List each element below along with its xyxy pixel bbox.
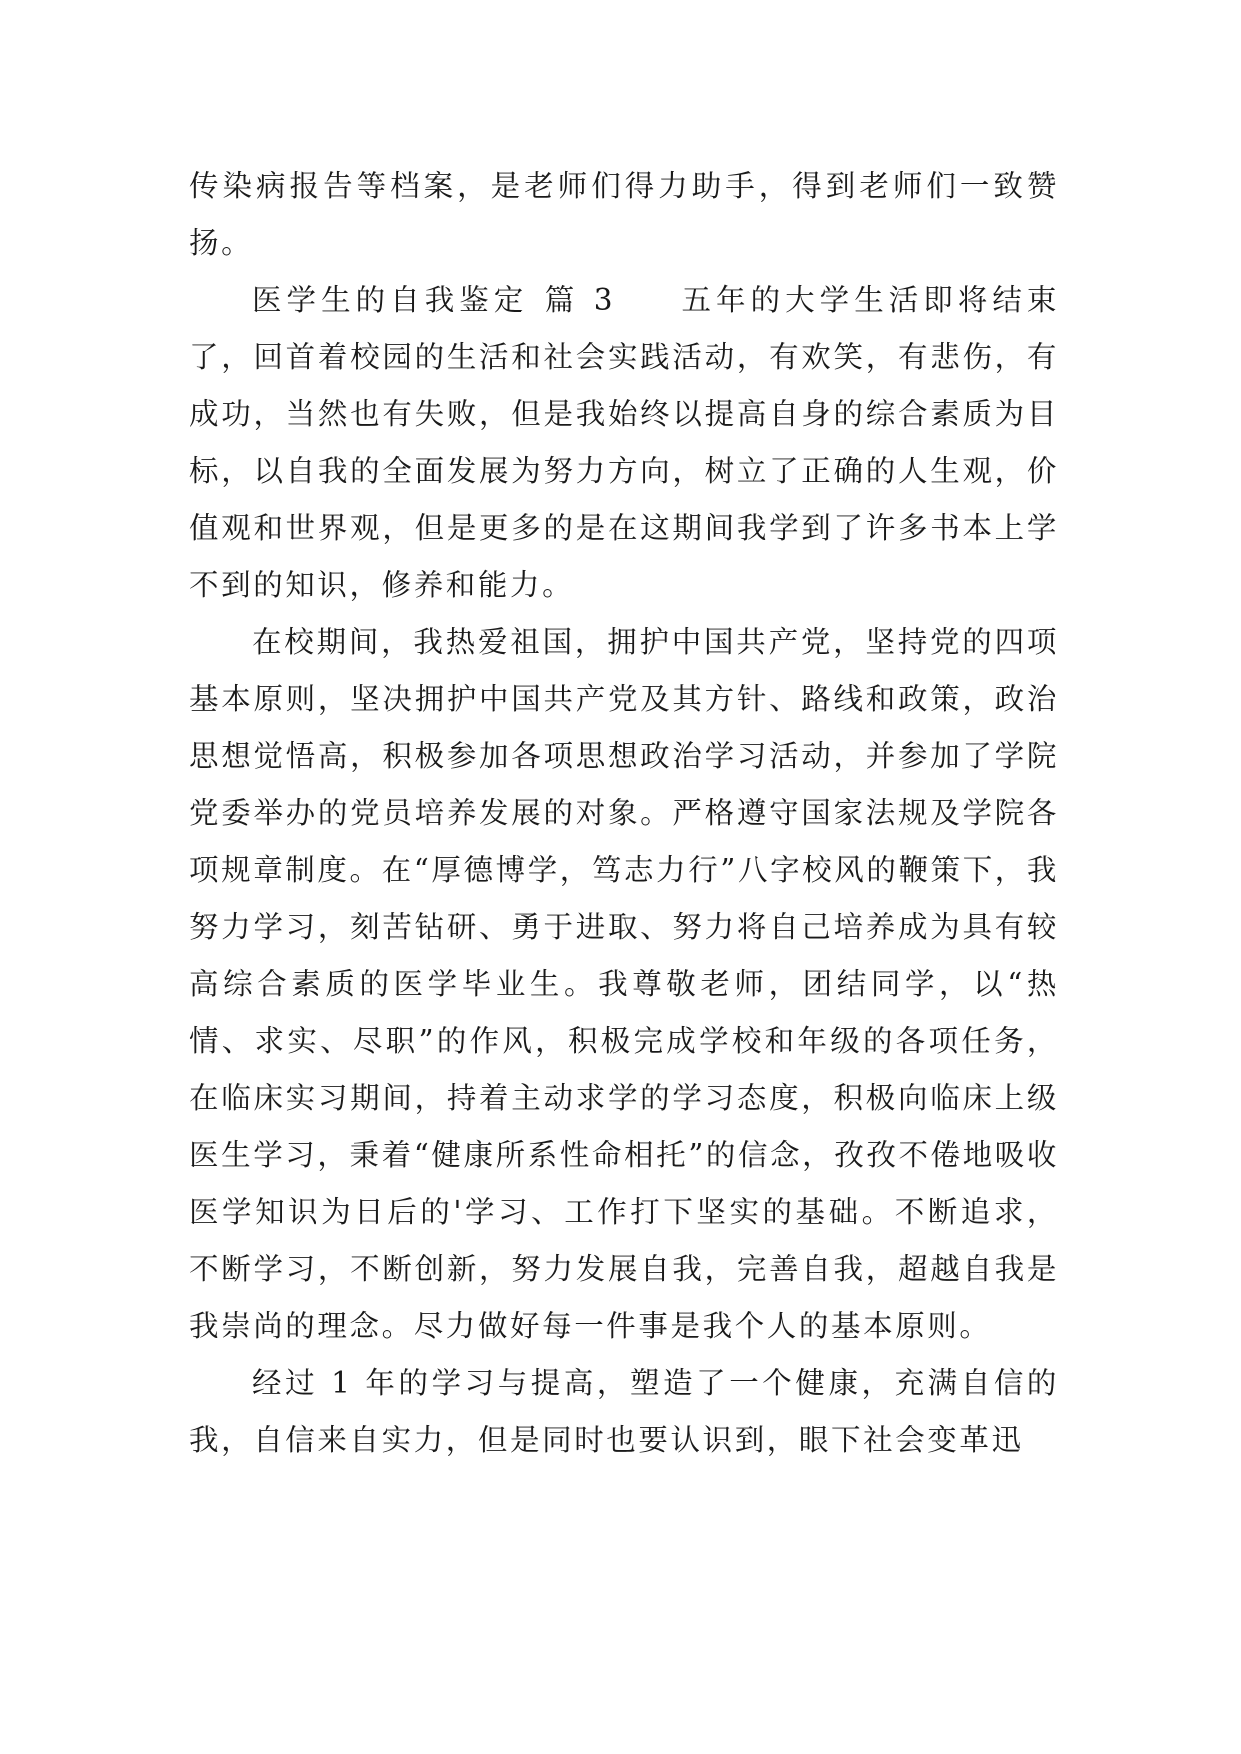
document-body	[189, 158, 1059, 1469]
paragraph-2-text: 五年的大学生活即将结束了，回首着校园的生活和社会实践活动，有欢笑，有悲伤，有成功，当然也有失败，但是我始终以提高自身的综合素质为目标，以自我的全面发展为努力方向，树立了正确的人生观，价值观和世界观，但是更多的是在这期间我学到了许多书本上学不到的知识，修养和能力。	[189, 283, 1059, 602]
paragraph-4	[189, 1355, 1059, 1469]
section-heading: 医学生的自我鉴定	[252, 283, 529, 317]
paragraph-1	[189, 158, 1059, 272]
paragraph-3-text: 在校期间，我热爱祖国，拥护中国共产党，坚持党的四项基本原则，坚决拥护中国共产党及其方针、路线和政策，政治思想觉悟高，积极参加各项思想政治学习活动，并参加了学院党委举办的党员培养发展的对象。严格遵守国家法规及学院各项规章制度。在“厚德博学，笃志力行”八字校风的鞭策下，我努力学习，刻苦钻研、勇于进取、努力将自己培养成为具有较高综合素质的医学毕业生。我尊敬老师，团结同学，以“热情、求实、尽职”的作风，积极完成学校和年级的各项任务，在临床实习期间，持着主动求学的学习态度，积极向临床上级医生学习，秉着“健康所系性命相托”的信念，孜孜不倦地吸收医学知识为日后的'学习、工作打下坚实的基础。不断追求，不断学习，不断创新，努力发展自我，完善自我，超越自我是我崇尚的理念。尽力做好每一件事是我个人的基本原则。	[189, 625, 1059, 1343]
paragraph-3	[189, 614, 1059, 1355]
paragraph-4-text: 经过 1 年的学习与提高，塑造了一个健康，充满自信的我，自信来自实力，但是同时也要认识到，眼下社会变革迅	[189, 1366, 1059, 1457]
section-heading-number: 篇 3	[542, 283, 616, 317]
paragraph-2	[189, 272, 1059, 614]
paragraph-1-text: 传染病报告等档案，是老师们得力助手，得到老师们一致赞扬。	[189, 169, 1059, 260]
